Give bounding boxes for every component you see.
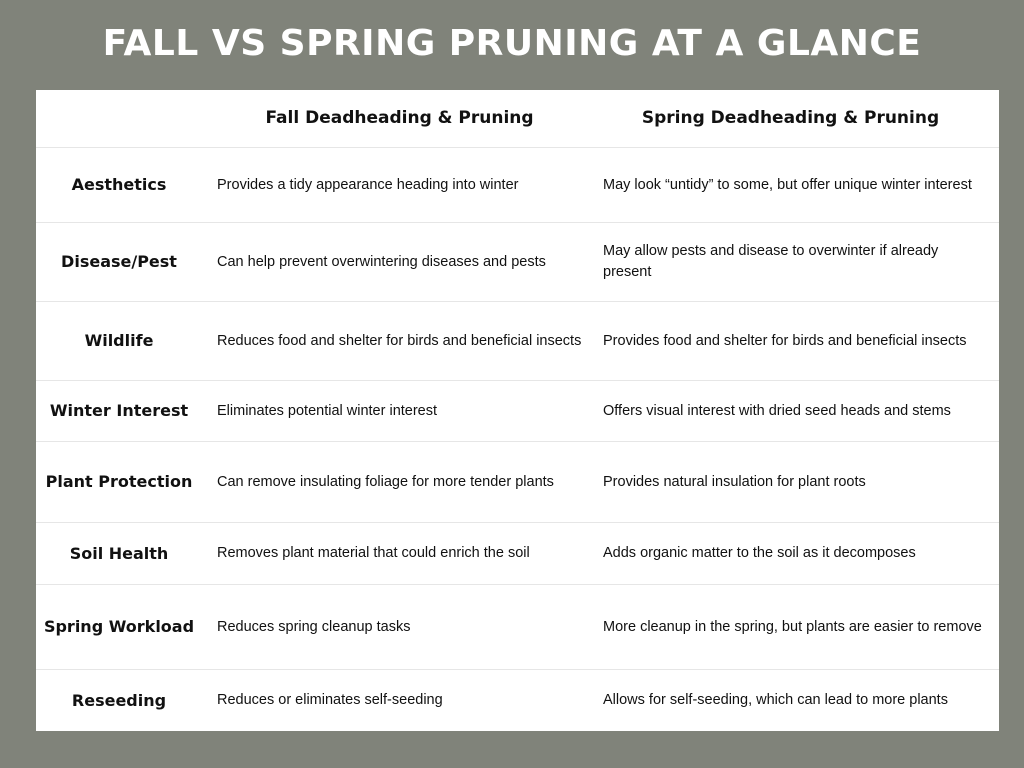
page-title: FALL VS SPRING PRUNING AT A GLANCE [102,23,922,64]
row-label: Spring Workload [43,617,195,636]
header-spring: Spring Deadheading & Pruning [641,108,940,128]
table-row-plant-protection [36,442,999,523]
table-row-reseeding [36,670,999,731]
fall-cell: Reduces food and shelter for birds and beneficial insects [217,332,582,349]
table-row-soil-health [36,523,999,585]
row-label: Aesthetics [71,175,167,194]
spring-cell: Offers visual interest with dried seed heads and stems [603,402,951,419]
table-row-disease-pest [36,223,999,302]
fall-cell: Reduces spring cleanup tasks [217,618,411,635]
row-label: Winter Interest [49,401,189,420]
table-row-wildlife [36,302,999,381]
table-row-winter-interest [36,381,999,442]
table-row-spring-workload [36,585,999,670]
fall-cell: Can help prevent overwintering diseases and pests [217,253,546,270]
spring-cell: Provides natural insulation for plant roots [603,473,866,490]
spring-cell: More cleanup in the spring, but plants are easier to remove [603,618,982,635]
row-label: Soil Health [69,543,169,563]
spring-cell: Allows for self-seeding, which can lead to more plants [603,692,948,708]
spring-cell: Adds organic matter to the soil as it decomposes [603,545,916,561]
comparison-table [36,90,999,731]
row-label: Plant Protection [45,472,193,491]
row-label: Reseeding [71,690,167,710]
table-header-row [36,90,999,148]
table-row-aesthetics [36,148,999,223]
fall-cell: Removes plant material that could enrich the soil [217,545,530,561]
spring-cell: May look “untidy” to some, but offer unique winter interest [603,176,972,193]
fall-cell: Reduces or eliminates self-seeding [217,692,443,708]
row-label: Disease/Pest [61,252,177,271]
header-fall: Fall Deadheading & Pruning [265,108,534,128]
fall-cell: Can remove insulating foliage for more tender plants [217,473,554,490]
spring-cell: May allow pests and disease to overwinter if already present [603,243,939,280]
row-label: Wildlife [84,331,154,350]
fall-cell: Provides a tidy appearance heading into winter [217,176,519,193]
fall-cell: Eliminates potential winter interest [217,402,438,419]
spring-cell: Provides food and shelter for birds and beneficial insects [603,332,967,349]
